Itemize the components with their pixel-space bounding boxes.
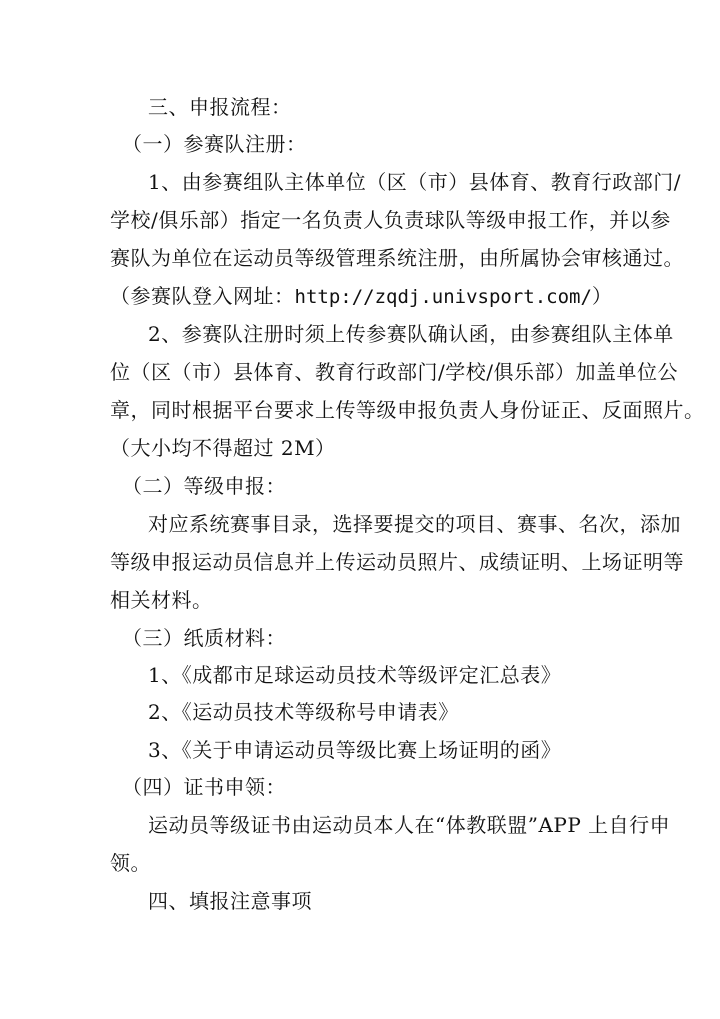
paragraph-2-line-2: 位（区（市）县体育、教育行政部门/学校/俱乐部）加盖单位公 — [110, 360, 678, 384]
subsection-3-heading: （三）纸质材料： — [122, 626, 286, 650]
subsection-2-heading: （二）等级申报： — [122, 474, 286, 498]
paragraph-1-line-1: 1、由参赛组队主体单位（区（市）县体育、教育行政部门/ — [148, 170, 681, 194]
registration-url-link[interactable]: http://zqdj.univsport.com/ — [294, 286, 592, 308]
material-item-1: 1、《成都市足球运动员技术等级评定汇总表》 — [148, 663, 562, 687]
paragraph-3-line-1: 对应系统赛事目录，选择要提交的项目、赛事、名次，添加 — [148, 512, 681, 536]
paragraph-2-line-1: 2、参赛队注册时须上传参赛队确认函，由参赛组队主体单 — [148, 322, 674, 346]
subsection-4-heading: （四）证书申领： — [122, 775, 286, 799]
paragraph-3-line-3: 相关材料。 — [110, 588, 213, 612]
paragraph-2-line-3: 章，同时根据平台要求上传等级申报负责人身份证正、反面照片。 — [110, 398, 705, 422]
subsection-1-heading: （一）参赛队注册： — [122, 132, 307, 156]
paragraph-4-line-2: 领。 — [110, 851, 151, 875]
url-prefix: （参赛队登入网址： — [110, 284, 295, 308]
paragraph-1-line-3: 赛队为单位在运动员等级管理系统注册，由所属协会审核通过。 — [110, 246, 684, 270]
material-item-3: 3、《关于申请运动员等级比赛上场证明的函》 — [148, 738, 562, 762]
section-3-heading: 三、申报流程： — [148, 95, 292, 119]
paragraph-2-line-4: （大小均不得超过 2M） — [110, 436, 336, 460]
material-item-2: 2、《运动员技术等级称号申请表》 — [148, 700, 459, 724]
section-4-heading: 四、填报注意事项 — [148, 889, 312, 913]
paragraph-3-line-2: 等级申报运动员信息并上传运动员照片、成绩证明、上场证明等 — [110, 550, 684, 574]
url-suffix: ） — [591, 284, 613, 308]
paragraph-1-line-2: 学校/俱乐部）指定一名负责人负责球队等级申报工作，并以参 — [110, 208, 671, 232]
paragraph-4-line-1: 运动员等级证书由运动员本人在“体教联盟”APP 上自行申 — [148, 813, 671, 837]
paragraph-1-line-4 — [110, 284, 612, 309]
